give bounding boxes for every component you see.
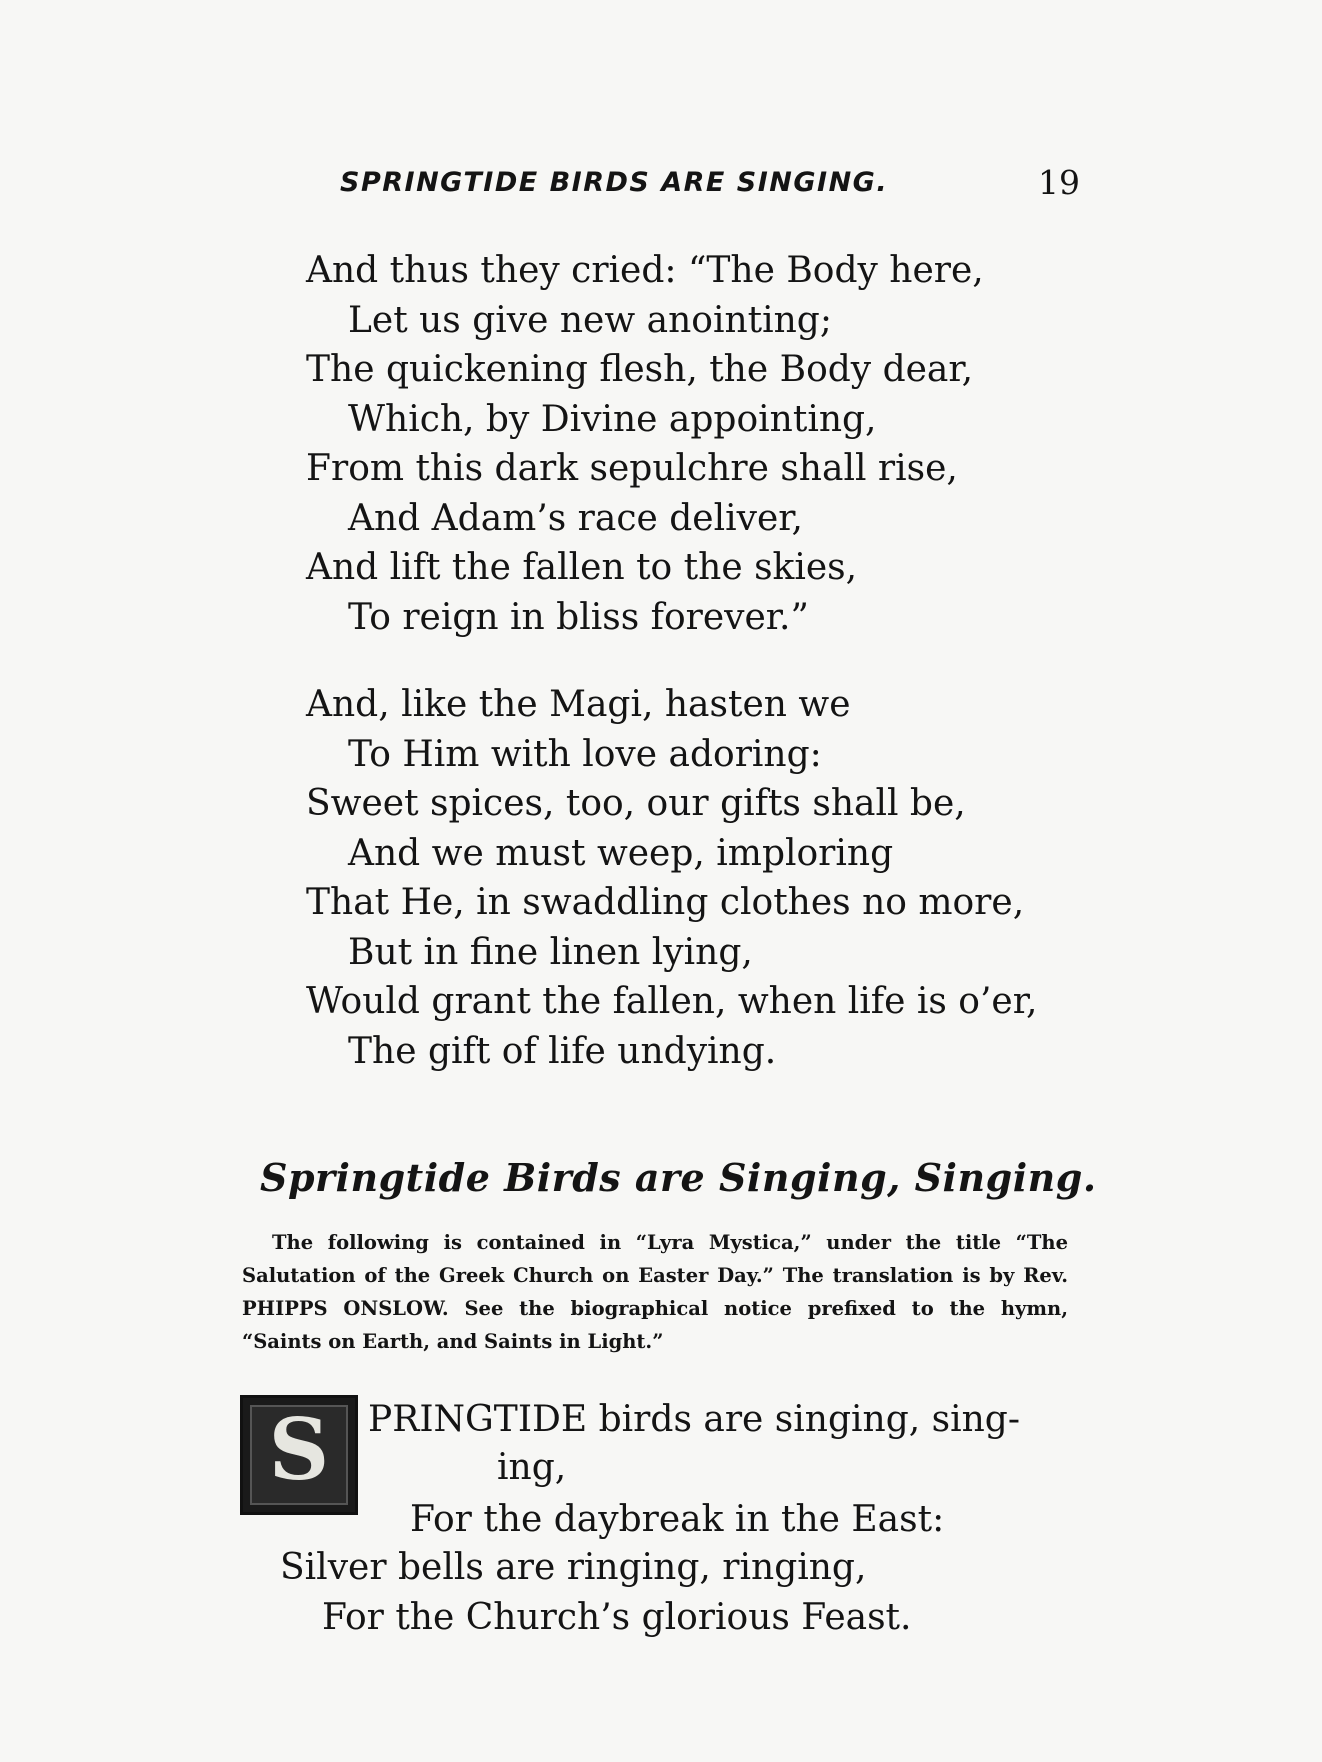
poem-line: Sweet spices, too, our gifts shall be, <box>306 783 966 824</box>
running-head <box>340 163 1080 207</box>
poem-line: And thus they cried: “The Body here, <box>306 250 984 291</box>
poem-line: And lift the fallen to the skies, <box>306 547 858 588</box>
running-title: SPRINGTIDE BIRDS ARE SINGING. <box>340 167 889 198</box>
poem-line: To reign in bliss forever.” <box>348 596 809 638</box>
hymn-opening <box>240 1395 1100 1655</box>
poem-line: From this dark sepulchre shall rise, <box>306 448 958 489</box>
poem-line: Which, by Divine appointing, <box>348 398 877 440</box>
hymn-line: For the daybreak in the East: <box>410 1499 945 1540</box>
hymn-line: ing, <box>497 1447 567 1488</box>
poem-line: Would grant the fallen, when life is o’er, <box>306 981 1038 1022</box>
hymn-line: PRINGTIDE birds are singing, sing- <box>368 1399 1021 1440</box>
poem-line: But in fine linen lying, <box>348 931 753 973</box>
poem-line: And, like the Magi, hasten we <box>306 684 851 725</box>
stanza <box>306 246 1106 642</box>
hymn-note: The following is contained in “Lyra Mystica,” under the title “The Salutation of the Greek Church on Easter Day.” The translation is by Rev. PHIPPS ONSLOW. See the biographical notice prefixed to the hymn, “Saints on Earth, and Saints in Light.” <box>242 1231 1068 1353</box>
poem-line: And Adam’s race deliver, <box>348 497 803 539</box>
poem-line: The quickening flesh, the Body dear, <box>306 349 974 390</box>
hymn-line: For the Church’s glorious Feast. <box>322 1597 912 1638</box>
drop-cap-ornament <box>240 1395 358 1515</box>
poem-line: The gift of life undying. <box>348 1030 777 1072</box>
drop-cap-letter: S <box>268 1400 330 1499</box>
poem-continuation <box>306 246 1106 1076</box>
stanza <box>306 680 1106 1076</box>
hymn-title: Springtide Birds are Singing, Singing. <box>260 1155 1097 1200</box>
hymn-line: Silver bells are ringing, ringing, <box>280 1547 867 1588</box>
poem-line: Let us give new anointing; <box>348 299 832 341</box>
page-number: 19 <box>1038 163 1080 202</box>
poem-line: And we must weep, imploring <box>348 832 894 874</box>
poem-line: To Him with love adoring: <box>348 733 822 775</box>
poem-line: That He, in swaddling clothes no more, <box>306 882 1025 923</box>
